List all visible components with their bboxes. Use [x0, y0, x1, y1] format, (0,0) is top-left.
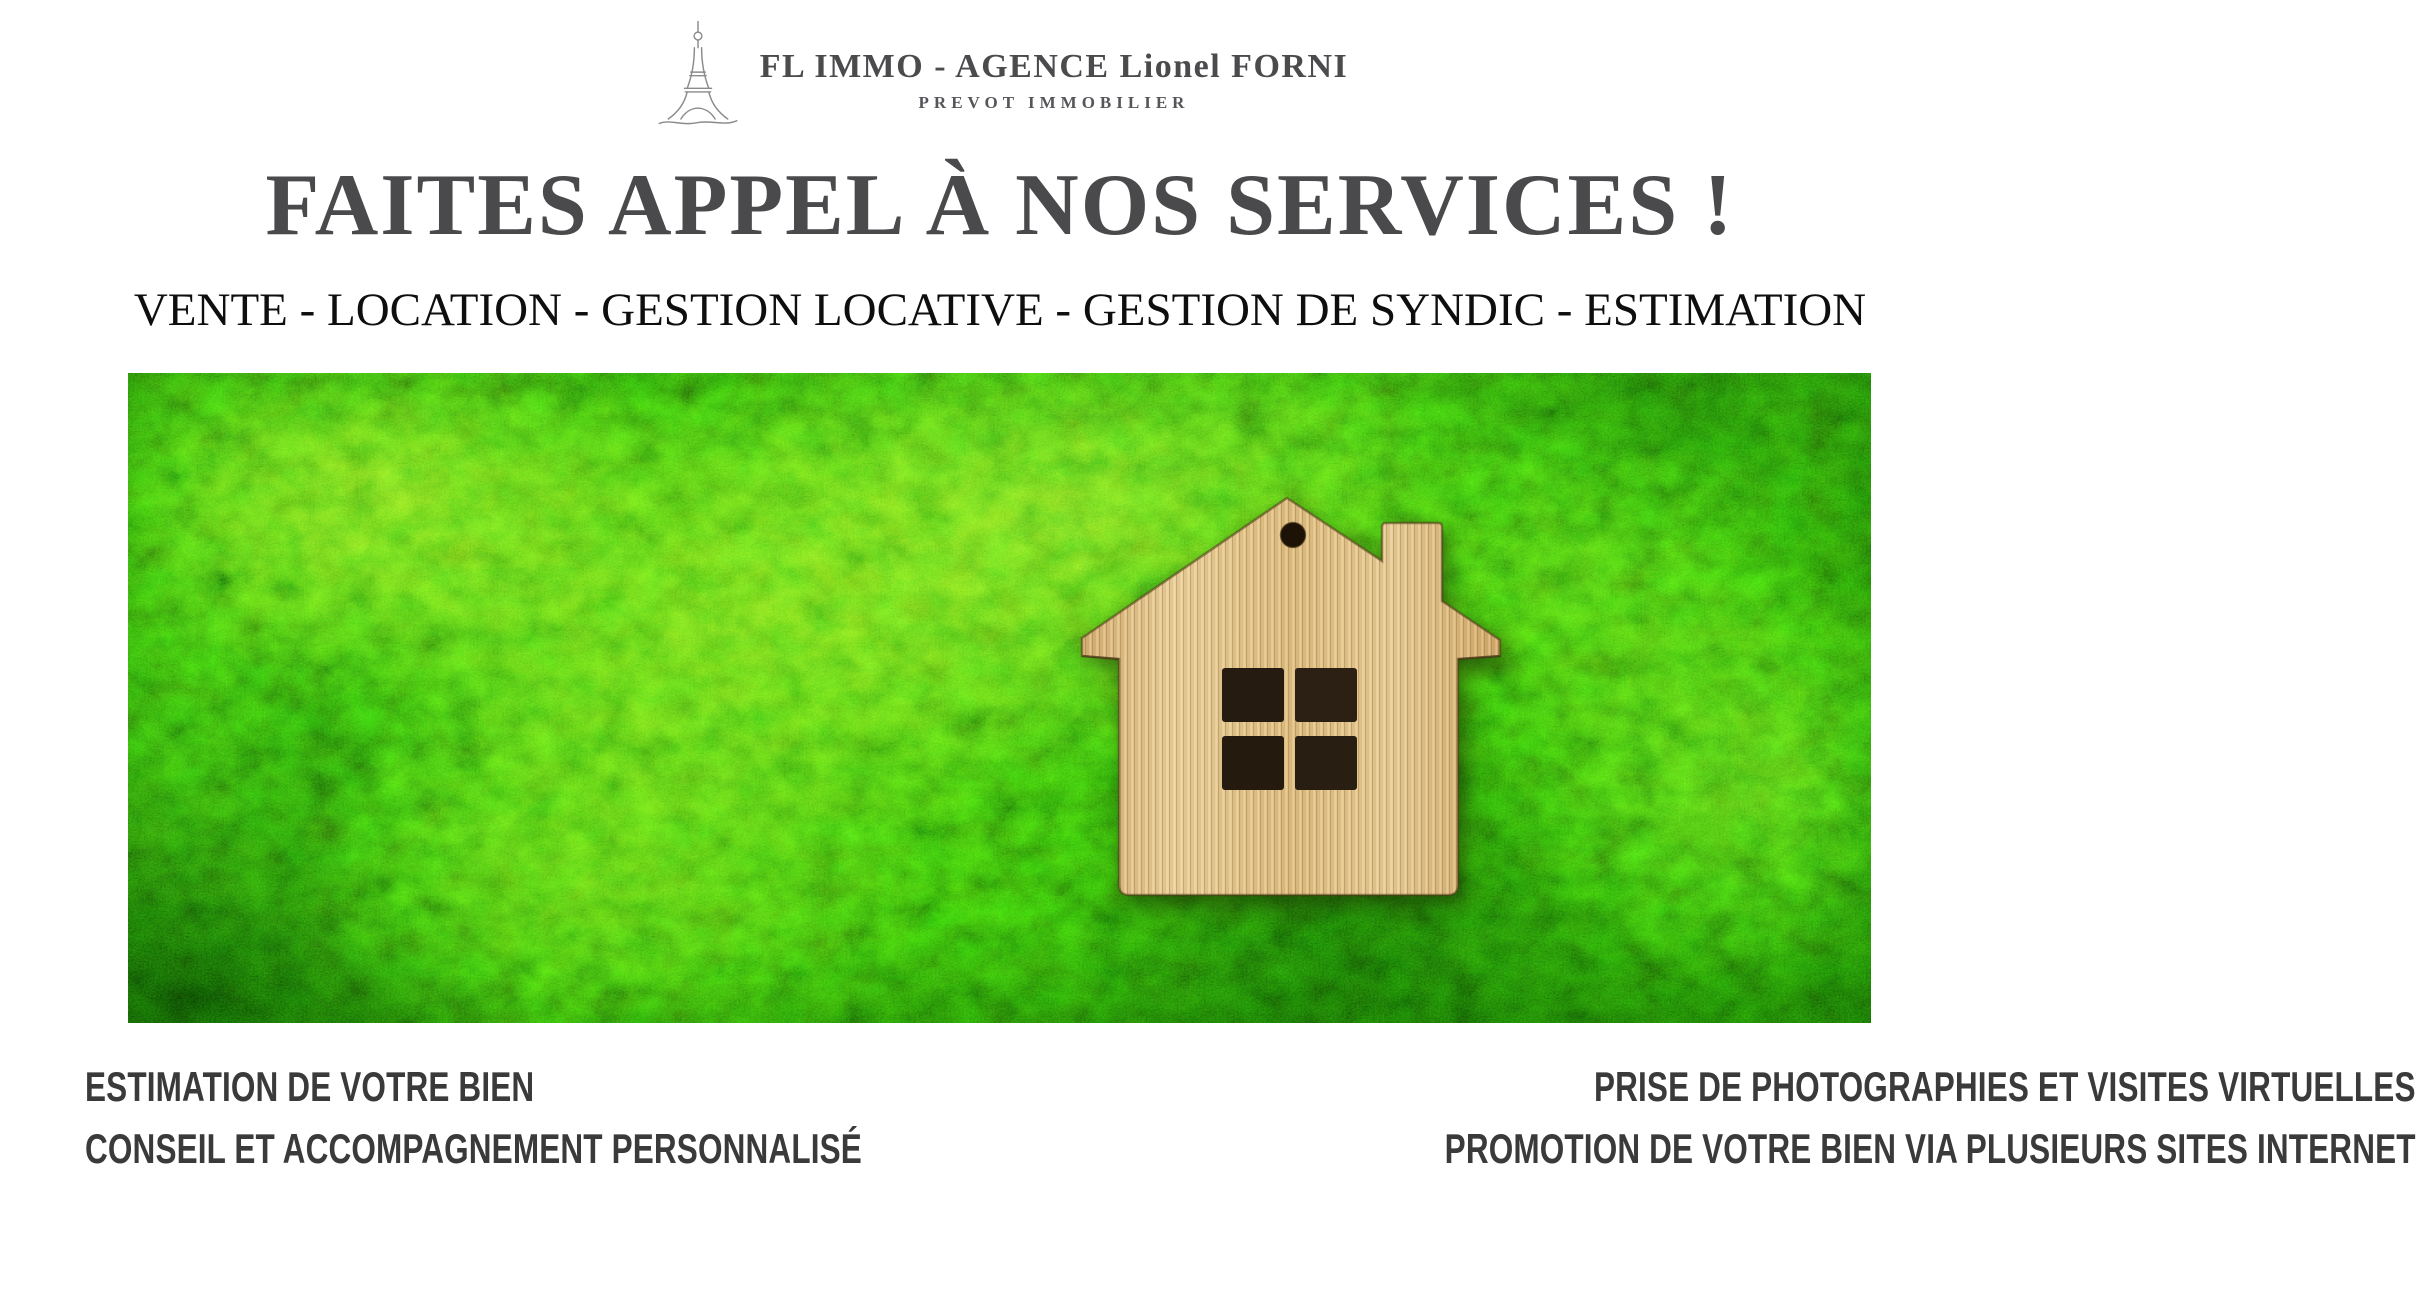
- feature-item: PRISE DE PHOTOGRAPHIES ET VISITES VIRTUELLES: [1593, 1063, 2416, 1110]
- eiffel-tower-icon: [652, 18, 744, 128]
- feature-item: PROMOTION DE VOTRE BIEN VIA PLUSIEURS SITES INTERNET: [1444, 1125, 2416, 1172]
- feature-item: CONSEIL ET ACCOMPAGNEMENT PERSONNALISÉ: [85, 1125, 862, 1172]
- moss-photo: [128, 373, 1871, 1023]
- services-line: VENTE - LOCATION - GESTION LOCATIVE - GESTION DE SYNDIC - ESTIMATION: [133, 284, 1867, 336]
- features-right-column: [1445, 1056, 2416, 1180]
- keyring-hole: [1281, 523, 1306, 548]
- features: [0, 1056, 2416, 1180]
- brand-textblock: [760, 48, 1348, 113]
- wooden-house-icon: [1078, 490, 1504, 900]
- moss-texture-fine: [128, 373, 1871, 1023]
- headline: FAITES APPEL À NOS SERVICES !: [265, 157, 1735, 254]
- features-left-column: [85, 1056, 862, 1180]
- feature-item: ESTIMATION DE VOTRE BIEN: [85, 1063, 535, 1110]
- brand-name: FL IMMO - AGENCE Lionel FORNI: [759, 48, 1349, 85]
- brand-subtitle: PREVOT IMMOBILIER: [918, 93, 1190, 112]
- brand-header: [0, 18, 2000, 128]
